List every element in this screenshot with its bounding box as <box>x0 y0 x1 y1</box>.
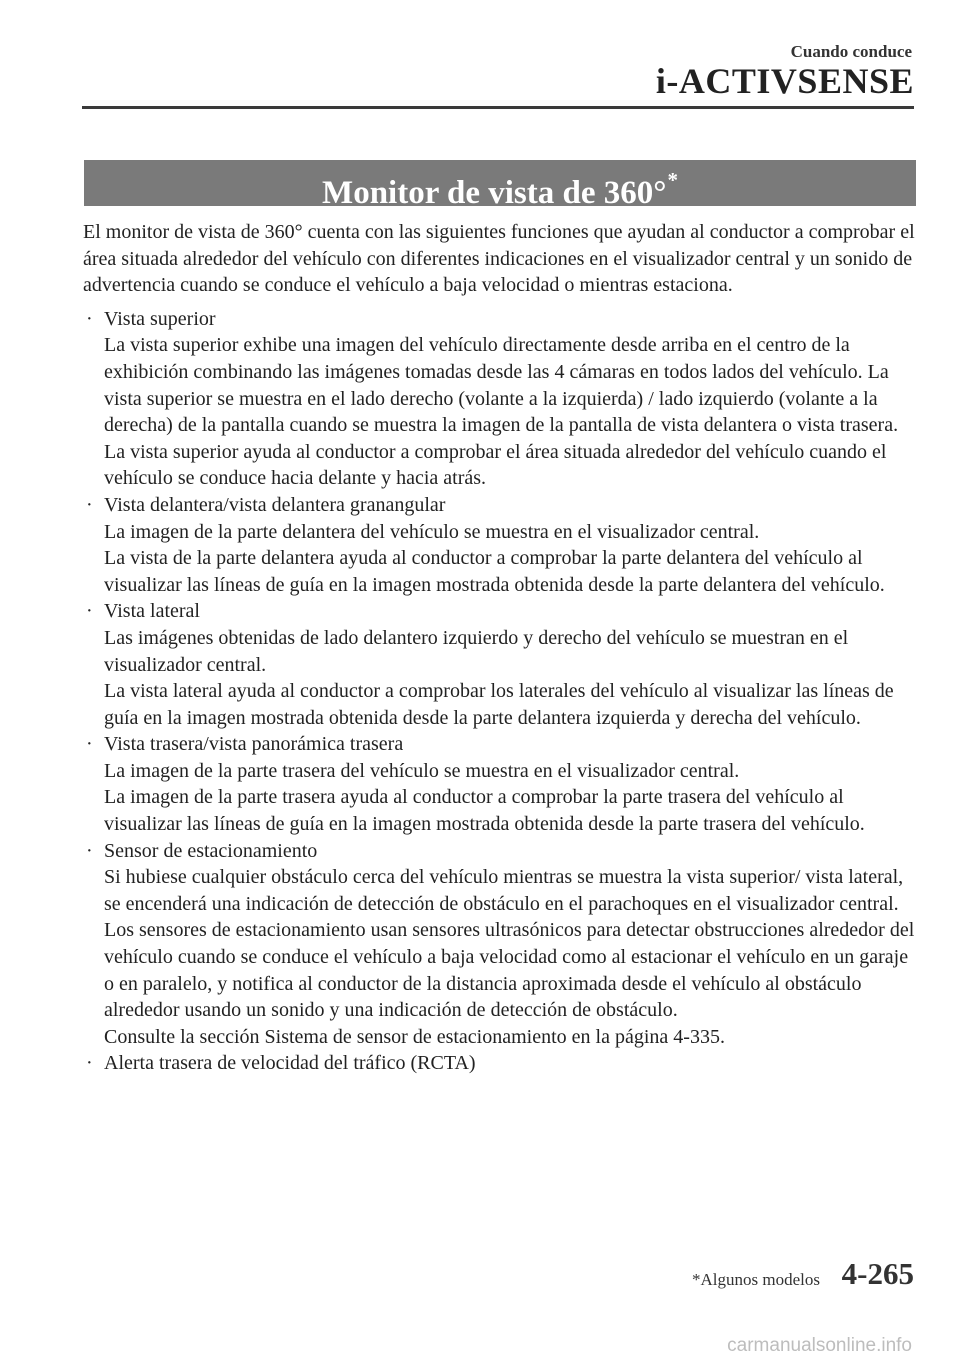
feature-item-rcta <box>83 1050 918 1077</box>
feature-title: Vista superior <box>104 307 216 330</box>
header-divider <box>82 106 914 109</box>
bullet-icon: · <box>86 1052 93 1075</box>
feature-description: Las imágenes obtenidas de lado delantero izquierdo y derecho del vehículo se muestran en el visualizador central. <box>104 626 849 676</box>
chapter-title: i-ACTIVSENSE <box>655 61 914 101</box>
feature-item-top-view <box>83 306 918 492</box>
bullet-icon: · <box>86 307 93 330</box>
feature-item-front-view <box>83 492 918 598</box>
feature-description: La vista de la parte delantera ayuda al conductor a comprobar la parte delantera del vehículo al visualizar las líneas de guía en la imagen mostrada obtenida desde la parte delantera del vehículo. <box>104 547 885 596</box>
feature-description: La vista superior exhibe una imagen del vehículo directamente desde arriba en el centro de la exhibición combinando las imágenes tomadas desde las 4 cámaras en todos lados del vehículo. La vista superior se muestra en el lado derecho (volante a la izquierda) / lado izquierdo (volante a la derecha) de la pantalla cuando se muestra la imagen de la pantalla de vista delantera o vista trasera. La vista superior ayuda al conductor a comprobar el área situada alrededor del vehículo cuando el vehículo se conduce hacia delante y hacia atrás. <box>104 334 899 490</box>
bullet-icon: · <box>86 493 93 516</box>
watermark: carmanualsonline.info <box>727 1335 912 1356</box>
section-label: Cuando conduce <box>790 42 912 61</box>
feature-title: Vista lateral <box>104 600 200 623</box>
feature-item-parking-sensor <box>83 838 918 1051</box>
some-models-mark: * <box>667 168 678 192</box>
feature-title: Vista trasera/vista panorámica trasera <box>104 733 404 756</box>
feature-description: Si hubiese cualquier obstáculo cerca del vehículo mientras se muestra la vista superior/ vista lateral, se encenderá una indicación de detección de obstáculo en el parachoques en el visualizador central. <box>104 866 904 915</box>
bullet-icon: · <box>86 839 93 862</box>
feature-title: Vista delantera/vista delantera granangular <box>104 493 446 516</box>
bullet-icon: · <box>86 733 93 756</box>
feature-item-side-view <box>83 598 918 731</box>
feature-title: Alerta trasera de velocidad del tráfico (RCTA) <box>104 1052 476 1075</box>
feature-description: La imagen de la parte trasera del vehículo se muestra en el visualizador central. <box>104 759 740 782</box>
feature-description: La imagen de la parte trasera ayuda al conductor a comprobar la parte trasera del vehículo al visualizar las líneas de guía en la imagen mostrada obtenida desde la parte trasera del vehículo. <box>104 786 865 836</box>
footnote: *Algunos modelos <box>692 1270 820 1289</box>
feature-description: La vista lateral ayuda al conductor a comprobar los laterales del vehículo al visualizar las líneas de guía en la imagen mostrada obtenida desde la parte delantera izquierda y derecha del vehículo. <box>104 680 894 729</box>
intro-paragraph: El monitor de vista de 360° cuenta con las siguientes funciones que ayudan al conductor a comprobar el área situada alrededor del vehículo con diferentes indicaciones en el visualizador central y un sonido de advertencia cuando se conduce el vehículo a baja velocidad o mientras estaciona. <box>83 221 915 297</box>
section-title-bar <box>84 160 916 211</box>
feature-item-rear-view <box>83 731 918 837</box>
page-reference: Consulte la sección Sistema de sensor de estacionamiento en la página 4-335. <box>104 1025 725 1048</box>
main-content <box>83 219 918 1077</box>
page-number: 4-265 <box>841 1256 914 1291</box>
bullet-icon: · <box>86 600 93 623</box>
feature-description: La imagen de la parte delantera del vehículo se muestra en el visualizador central. <box>104 520 760 543</box>
feature-title: Sensor de estacionamiento <box>104 839 318 862</box>
feature-description: Los sensores de estacionamiento usan sensores ultrasónicos para detectar obstrucciones alrededor del vehículo cuando se conduce el vehículo a baja velocidad como al estacionar el vehículo en un garaje o en paralelo, y notifica al conductor de la distancia aproximada desde el vehículo al obstáculo alrededor usando un sonido y una indicación de detección de obstáculo. <box>104 919 915 1022</box>
section-title: Monitor de vista de 360° <box>322 175 667 211</box>
